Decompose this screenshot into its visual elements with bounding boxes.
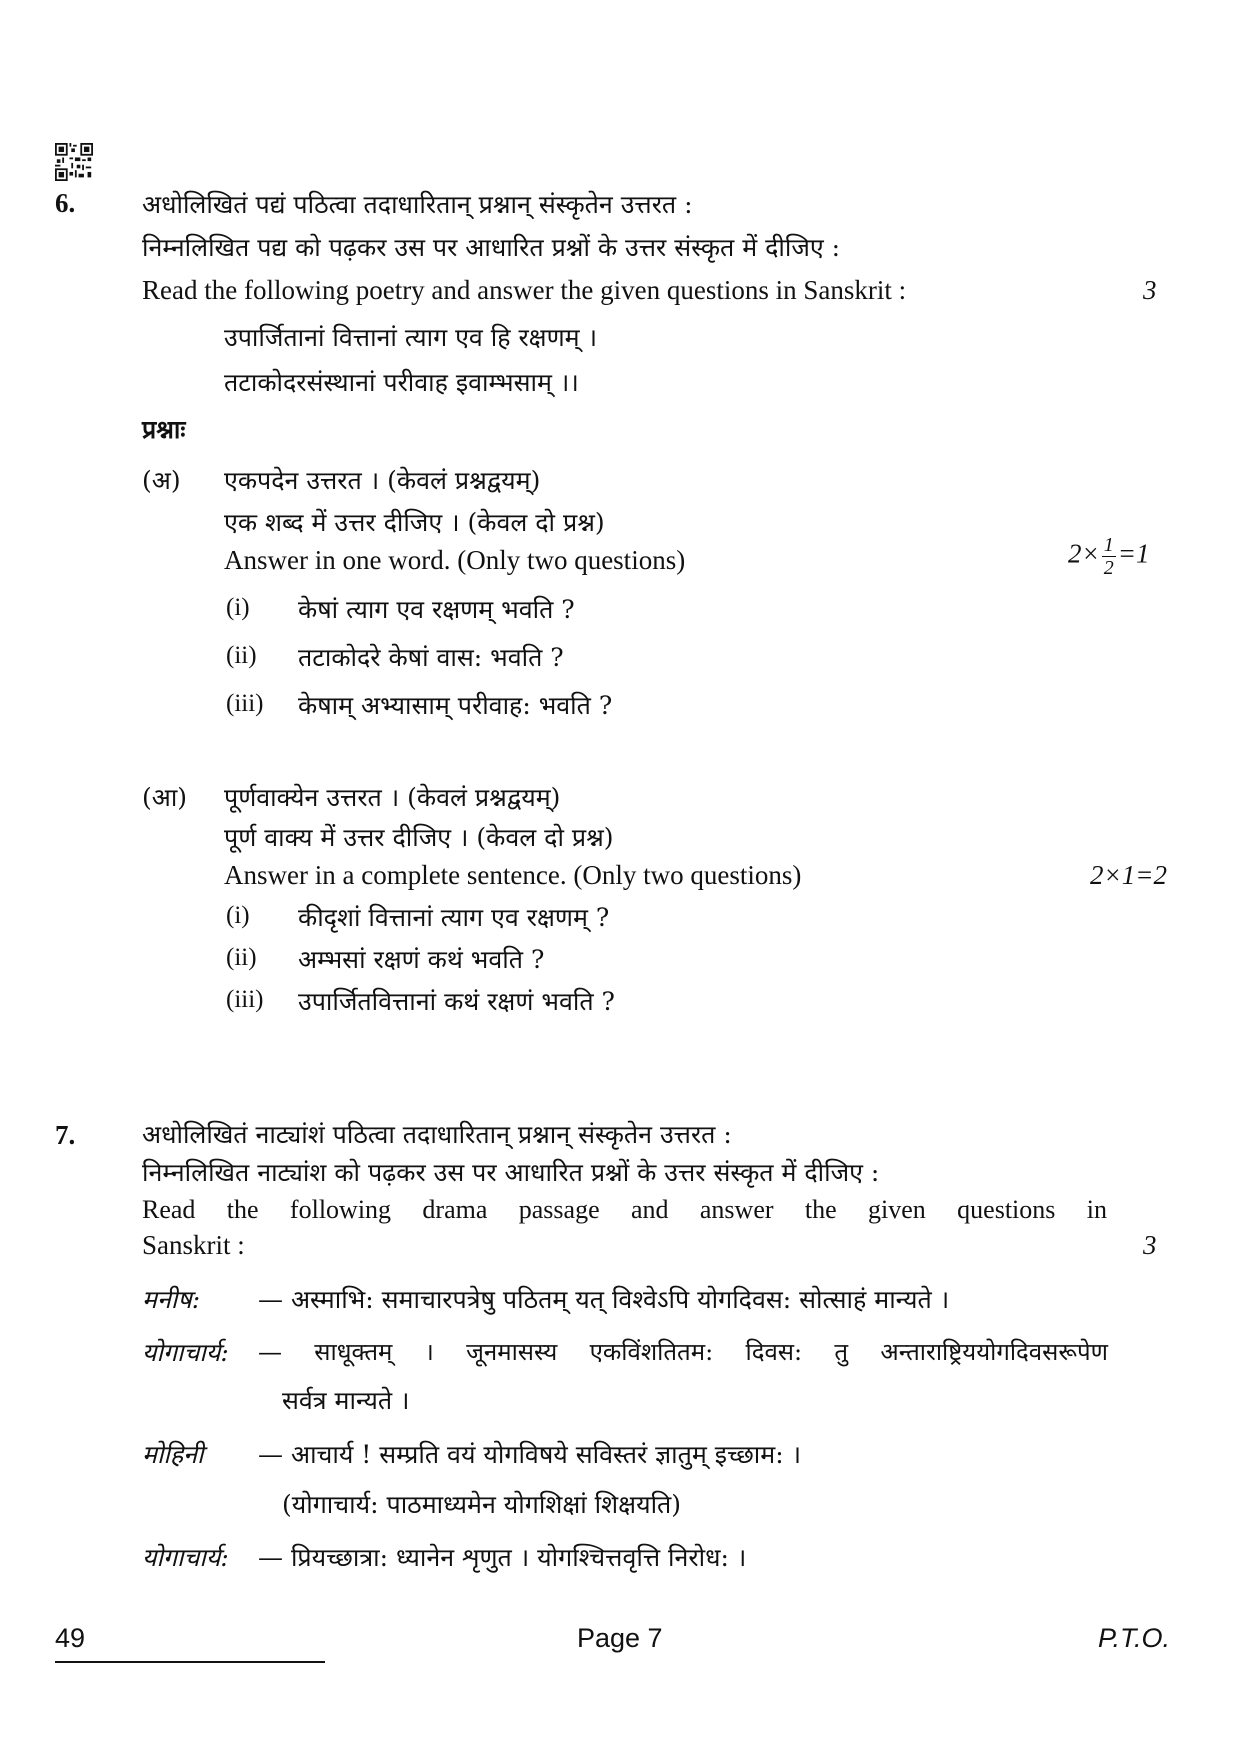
paper-code: 49 bbox=[55, 1623, 86, 1653]
questions-heading: प्रश्नाः bbox=[142, 415, 186, 444]
qr-code-icon bbox=[55, 143, 93, 181]
part-aa-label: (आ) bbox=[142, 783, 188, 812]
part-a-item-2-number: (ii) bbox=[226, 642, 257, 669]
part-a-marks-suffix: =1 bbox=[1117, 538, 1150, 569]
dialogue-3-line-1: — आचार्य ! सम्प्रति वयं योगविषये सविस्तरं ज्ञातुम् इच्छाम: । bbox=[258, 1440, 802, 1469]
verse-line-1: उपार्जितानां वित्तानां त्याग एव हि रक्षणम् । bbox=[224, 323, 598, 352]
question-6-number: 6. bbox=[55, 188, 76, 218]
question-7-marks: 3 bbox=[1143, 1230, 1157, 1260]
dialogue-2-line-1: — साधूक्तम् । जूनमासस्य एकविंशतितम: दिवस: तु अन्ताराष्ट्रिययोगदिवसरूपेण bbox=[258, 1338, 1108, 1366]
footer-rule bbox=[55, 1661, 325, 1663]
part-a-item-3-number: (iii) bbox=[226, 690, 264, 717]
part-a-marks-prefix: 2× bbox=[1068, 538, 1100, 569]
part-aa-marks: 2×1=2 bbox=[1090, 860, 1167, 890]
part-a-item-1-number: (i) bbox=[226, 594, 250, 621]
part-aa-item-2-text: अम्भसां रक्षणं कथं भवति ? bbox=[298, 945, 545, 974]
question-7-instruction-sanskrit: अधोलिखितं नाट्यांशं पठित्वा तदाधारितान् प्रश्नान् संस्कृतेन उत्तरत : bbox=[142, 1120, 732, 1149]
part-aa-item-2-number: (ii) bbox=[226, 944, 257, 971]
part-aa-instruction-hindi: पूर्ण वाक्य में उत्तर दीजिए । (केवल दो प्रश्न) bbox=[224, 823, 614, 852]
part-a-item-1-text: केषां त्याग एव रक्षणम् भवति ? bbox=[298, 595, 575, 624]
dialogue-3-stage-direction: (योगाचार्य: पाठमाध्यमेन योगशिक्षां शिक्षयति) bbox=[282, 1490, 682, 1519]
part-aa-instruction-sanskrit: पूर्णवाक्येन उत्तरत । (केवलं प्रश्नद्वयम्) bbox=[224, 783, 561, 812]
question-6-marks: 3 bbox=[1143, 275, 1157, 305]
dialogue-4-line: — प्रियच्छात्रा: ध्यानेन शृणुत । योगश्चित्तवृत्ति निरोध: । bbox=[258, 1543, 747, 1572]
part-a-item-3-text: केषाम् अभ्यासाम् परीवाह: भवति ? bbox=[298, 691, 613, 720]
speaker-yogacharya-2: योगाचार्य: bbox=[142, 1543, 229, 1572]
part-a-instruction-english: Answer in one word. (Only two questions) bbox=[224, 545, 686, 575]
part-aa-item-3-text: उपार्जितवित्तानां कथं रक्षणं भवति ? bbox=[298, 987, 615, 1016]
part-aa-item-1-number: (i) bbox=[226, 902, 250, 929]
fraction-denominator: 2 bbox=[1103, 557, 1114, 579]
page-number: Page 7 bbox=[577, 1623, 663, 1653]
part-a-instruction-hindi: एक शब्द में उत्तर दीजिए । (केवल दो प्रश्न) bbox=[224, 508, 605, 537]
question-7-instruction-hindi: निम्नलिखित नाट्यांश को पढ़कर उस पर आधारित प्रश्नों के उत्तर संस्कृत में दीजिए : bbox=[142, 1158, 880, 1187]
speaker-yogacharya-1: योगाचार्य: bbox=[142, 1338, 229, 1367]
dialogue-1-line: — अस्माभि: समाचारपत्रेषु पठितम् यत् विश्वेऽपि योगदिवस: सोत्साहं मान्यते । bbox=[258, 1285, 950, 1314]
question-7-instruction-english: Read the following drama passage and answer the given questions in bbox=[142, 1195, 1107, 1224]
part-a-item-2-text: तटाकोदरे केषां वास: भवति ? bbox=[298, 643, 564, 672]
question-6-instruction-hindi: निम्नलिखित पद्य को पढ़कर उस पर आधारित प्रश्नों के उत्तर संस्कृत में दीजिए : bbox=[142, 233, 841, 262]
part-aa-item-1-text: कीदृशां वित्तानां त्याग एव रक्षणम् ? bbox=[298, 903, 610, 932]
fraction-numerator: 1 bbox=[1103, 534, 1114, 556]
question-6-instruction-sanskrit: अधोलिखितं पद्यं पठित्वा तदाधारितान् प्रश्नान् संस्कृतेन उत्तरत : bbox=[142, 190, 693, 219]
half-fraction bbox=[1102, 534, 1116, 579]
speaker-manish: मनीष: bbox=[142, 1285, 201, 1314]
question-7-instruction-english-cont: Sanskrit : bbox=[142, 1230, 245, 1260]
part-aa-item-3-number: (iii) bbox=[226, 986, 264, 1013]
part-a-marks bbox=[1068, 534, 1149, 579]
part-aa-instruction-english: Answer in a complete sentence. (Only two questions) bbox=[224, 860, 802, 890]
question-7-number: 7. bbox=[55, 1120, 76, 1150]
question-6-instruction-english: Read the following poetry and answer the given questions in Sanskrit : bbox=[142, 275, 907, 305]
dialogue-2-line-2: सर्वत्र मान्यते । bbox=[282, 1386, 410, 1415]
pto-label: P.T.O. bbox=[1098, 1623, 1171, 1653]
part-a-label: (अ) bbox=[142, 466, 181, 495]
verse-line-2: तटाकोदरसंस्थानां परीवाह इवाम्भसाम् ।। bbox=[224, 368, 579, 397]
part-a-instruction-sanskrit: एकपदेन उत्तरत । (केवलं प्रश्नद्वयम्) bbox=[224, 466, 541, 495]
speaker-mohini: मोहिनी bbox=[142, 1440, 204, 1469]
